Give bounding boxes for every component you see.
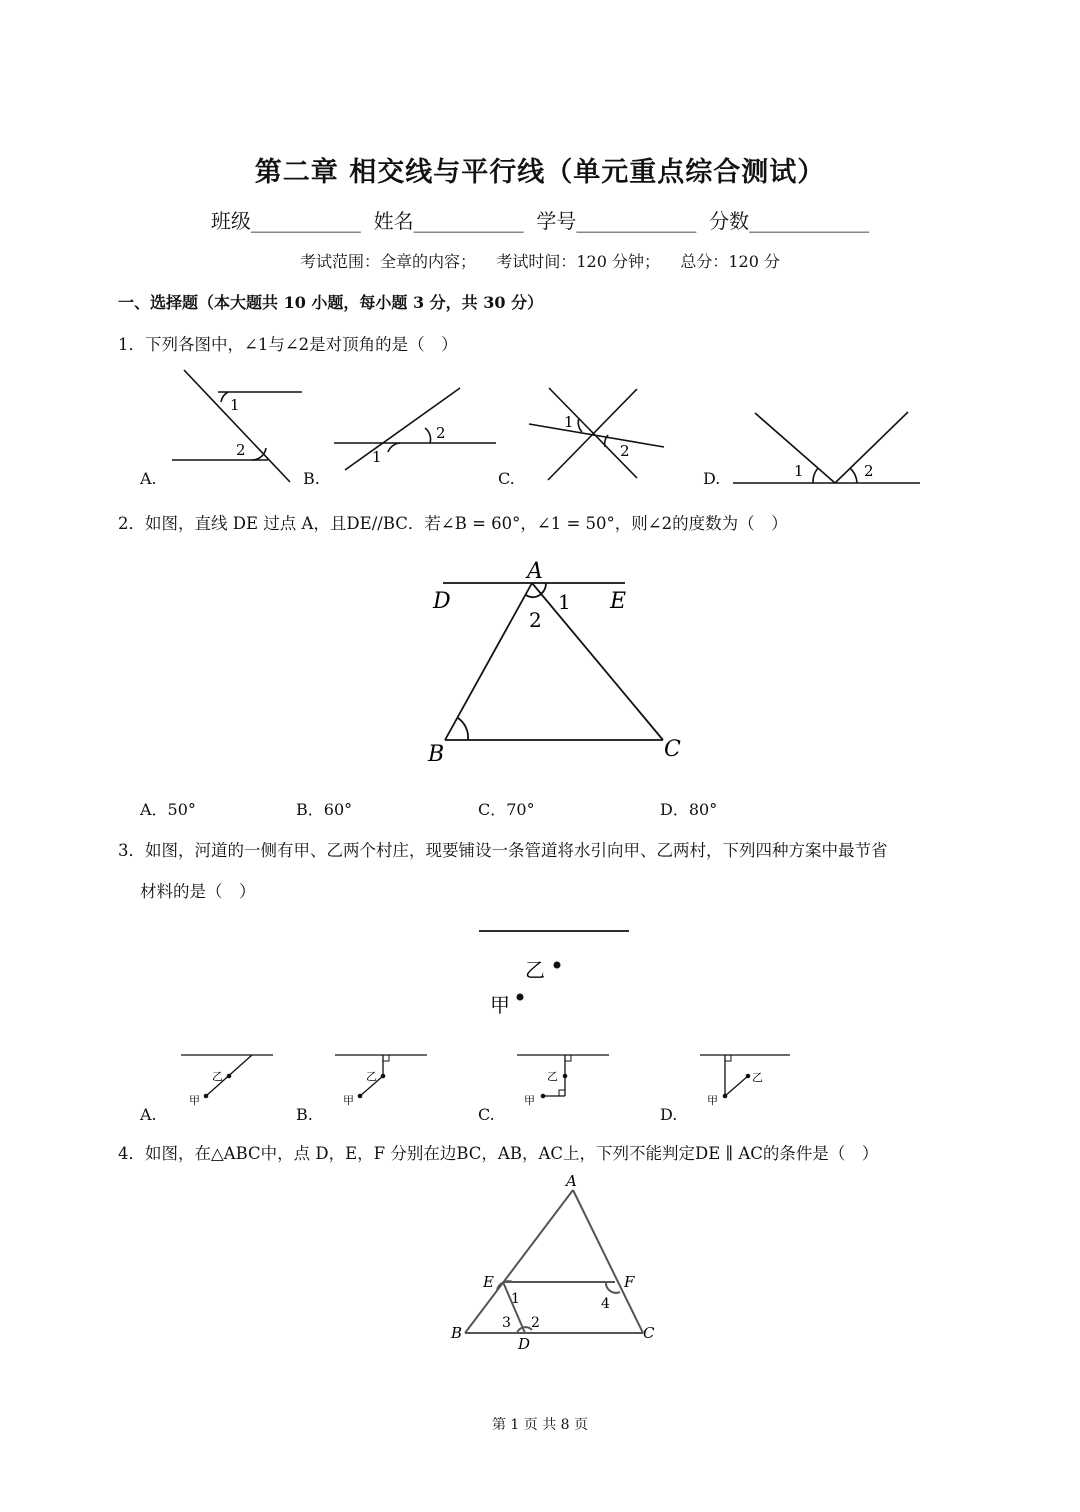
page-title: 第二章 相交线与平行线（单元重点综合测试）	[254, 157, 826, 188]
q4-label-f: F	[624, 1273, 635, 1291]
q1-option-a[interactable]: A.	[140, 469, 157, 488]
q4-label-e: E	[483, 1273, 494, 1291]
q2-label-a: A	[527, 559, 543, 584]
section-heading-choice: 一、选择题（本大题共 10 小题，每小题 3 分，共 30 分）	[118, 293, 544, 312]
q2-option-a[interactable]: A．50°	[140, 800, 196, 819]
q1-a-angle-2: 2	[236, 441, 246, 459]
q2-option-c[interactable]: C．70°	[478, 800, 535, 819]
question-1-text: 1．下列各图中，∠1与∠2是对顶角的是（ ）	[118, 335, 458, 354]
q1-option-d[interactable]: D.	[703, 469, 721, 488]
q3-a-jia: 甲	[189, 1094, 200, 1107]
q3-option-a[interactable]: A.	[140, 1105, 157, 1124]
q1-a-angle-1: 1	[230, 396, 240, 414]
q4-angle-1: 1	[511, 1291, 520, 1307]
q2-label-e: E	[610, 589, 627, 614]
student-info-row: 班级___________ 姓名___________ 学号____________ 分数____________	[210, 209, 870, 233]
q4-label-b: B	[451, 1324, 463, 1342]
question-3-text-line1: 3．如图，河道的一侧有甲、乙两个村庄，现要铺设一条管道将水引向甲、乙两村，下列四种方案中最节省	[118, 841, 888, 860]
question-3-text-line2: 材料的是（ ）	[140, 882, 256, 901]
q3-b-yi: 乙	[366, 1070, 377, 1083]
q3-a-yi: 乙	[212, 1070, 223, 1083]
q1-c-angle-1: 1	[564, 413, 574, 431]
q1-b-angle-2: 2	[436, 424, 446, 442]
q4-label-c: C	[643, 1324, 655, 1342]
exam-meta-row: 考试范围：全章的内容； 考试时间：120 分钟； 总分：120 分	[300, 252, 780, 271]
q3-option-b[interactable]: B.	[296, 1105, 313, 1124]
q4-angle-3: 3	[502, 1315, 511, 1331]
q2-angle-1: 1	[558, 590, 571, 614]
q1-b-angle-1: 1	[372, 448, 382, 466]
q3-d-yi: 乙	[752, 1071, 763, 1084]
page-footer: 第 1 页 共 8 页	[491, 1417, 589, 1433]
q1-d-angle-1: 1	[794, 462, 804, 480]
q4-label-d: D	[518, 1335, 531, 1353]
q2-label-c: C	[664, 737, 681, 762]
q2-label-d: D	[433, 589, 451, 614]
question-2-text: 2．如图，直线 DE 过点 A，且DE//BC．若∠B = 60°，∠1 = 50°，则∠2的度数为（ ）	[118, 514, 788, 533]
q4-label-a: A	[566, 1172, 577, 1190]
q3-village-yi: 乙	[525, 958, 545, 982]
q2-option-b[interactable]: B．60°	[296, 800, 353, 819]
q1-d-angle-2: 2	[864, 462, 874, 480]
q4-angle-4: 4	[601, 1296, 610, 1312]
q4-angle-2: 2	[531, 1315, 540, 1331]
q2-angle-2: 2	[529, 608, 542, 632]
q2-label-b: B	[428, 742, 445, 767]
q1-option-b[interactable]: B.	[303, 469, 320, 488]
q3-village-jia: 甲	[490, 993, 510, 1017]
q1-c-angle-2: 2	[620, 442, 630, 460]
q1-option-c[interactable]: C.	[498, 469, 515, 488]
q3-b-jia: 甲	[343, 1094, 354, 1107]
q3-c-jia: 甲	[524, 1094, 535, 1107]
q3-option-c[interactable]: C.	[478, 1105, 495, 1124]
q3-option-d[interactable]: D.	[660, 1105, 678, 1124]
q2-option-d[interactable]: D．80°	[660, 800, 718, 819]
question-4-text: 4．如图，在△ABC中，点 D，E，F 分别在边BC，AB，AC上，下列不能判定DE ∥ AC的条件是（ ）	[118, 1144, 879, 1163]
q3-d-jia: 甲	[707, 1094, 718, 1107]
q3-c-yi: 乙	[547, 1070, 558, 1083]
